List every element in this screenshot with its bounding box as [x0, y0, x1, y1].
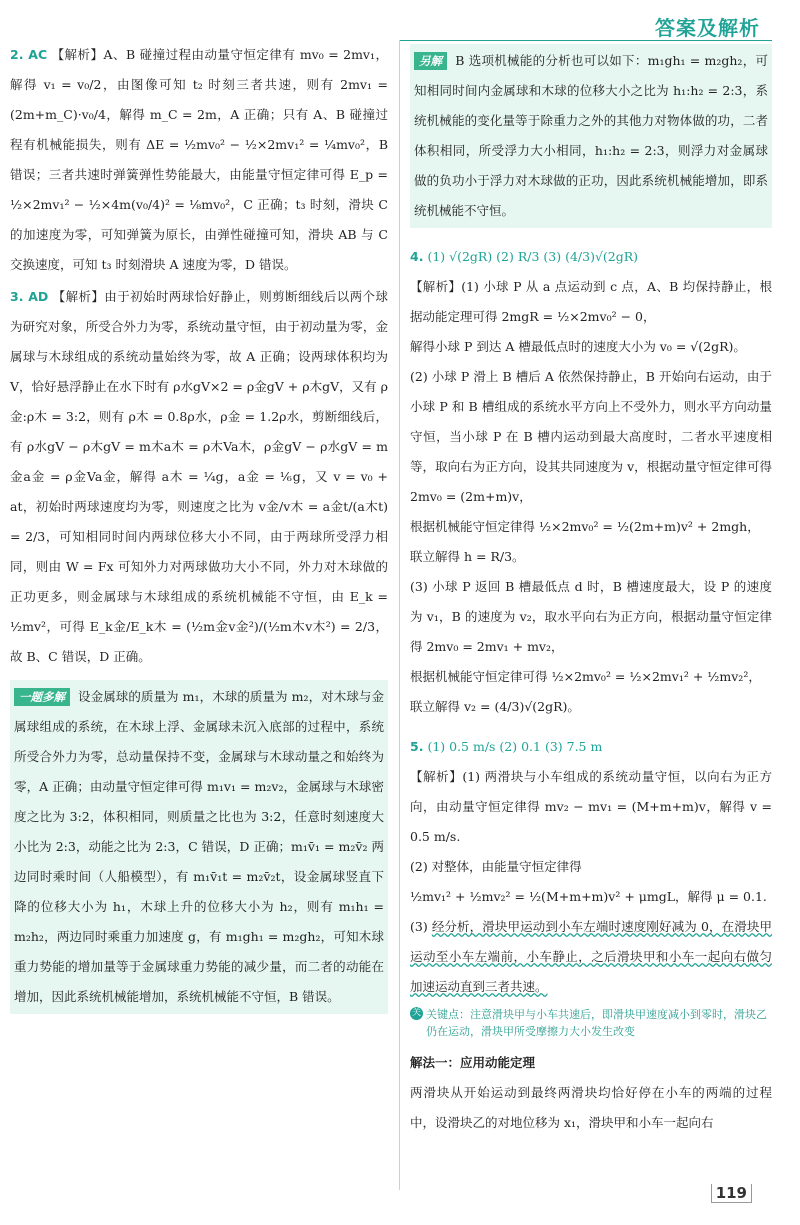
- multi-solution-badge: 一题多解: [14, 688, 70, 706]
- q4-para-3: (2) 小球 P 滑上 B 槽后 A 依然保持静止，B 开始向右运动，由于小球 P 和 B 槽组成的系统水平方向上不受外力，则水平方向动量守恒，当小球 P 在 B 槽内运动到最大高度时，二者水平速度相等，取向右为正方向，设其共同速度为 v，根据动量守恒定律可得 2mv₀ = (2m+m)v，: [410, 369, 772, 504]
- question-5: [410, 732, 772, 1138]
- alt-solution-box: [410, 44, 772, 228]
- q4-para-5: 联立解得 h = R/3。: [410, 549, 525, 564]
- q4-para-6: (3) 小球 P 返回 B 槽最低点 d 时，B 槽速度最大，设 P 的速度为 v₁，B 的速度为 v₂，取水平向右为正方向，根据动量守恒定律得 2mv₀ = 2mv₁ + mv₂，: [410, 579, 772, 654]
- key-point-icon: 关: [411, 1008, 421, 1018]
- q4-para-8: 联立解得 v₂ = (4/3)√(2gR)。: [410, 699, 580, 714]
- q3-number: 3. AD: [10, 289, 49, 304]
- q3-text: 【解析】由于初始时两球恰好静止，则剪断细线后以两个球为研究对象，所受合外力为零，系统动量守恒，由于初动量为零，金属球与木球组成的系统动量始终为零，故 A 正确；设两球体积均为 V，恰好悬浮静止在水下时有 ρ水gV×2 = ρ金gV + ρ木gV，又有 ρ金:ρ木 = 3:2，则有 ρ木 = 0.8ρ水，ρ金 = 1.2ρ水，剪断细线后，有 ρ水gV − ρ木gV = m木a木 = ρ木Va木，ρ金gV − ρ水gV = m金a金 = ρ金Va金，解得 a木 = ¼g，a金 = ⅙g，又 v = v₀ + at，初始时两球速度均为零，则速度之比为 v金/v木 = a金t/(a木t) = 2/3，可知相同时间内两球位移大小不同，由于两球所受浮力相同，则由 W = Fx 可知外力对两球做功大小不同，外力对木球做的正功更多，则金属球与木球组成的系统机械能不守恒，由 E_k = ½mv²，可得 E_k金/E_k木 = (½m金v金²)/(½m木v木²) = 2/3，故 B、C 错误，D 正确。: [10, 289, 388, 664]
- q5-para-2: (2) 对整体，由能量守恒定律得: [410, 859, 582, 874]
- key-point-note: [410, 1006, 772, 1040]
- q2-text: 【解析】A、B 碰撞过程由动量守恒定律有 mv₀ = 2mv₁，解得 v₁ = v₀/2，由图像可知 t₂ 时刻三者共速，则有 2mv₁ = (2m+m_C)·v₀/4，解得 m_C = 2m，A 正确；只有 A、B 碰撞过程有机械能损失，则有 ΔE = ½mv₀² − ½×2mv₁² = ¼mv₀²，B 错误；三者共速时弹簧弹性势能最大，由能量守恒定律可得 E_p = ½×2mv₁² − ½×4m(v₀/4)² = ⅛mv₀²，C 正确；t₃ 时刻，滑块 C 的加速度为零，可知弹簧为原长，由弹性碰撞可知，滑块 AB 与 C 交换速度，可知 t₃ 时刻滑块 A 速度为零，D 错误。: [10, 47, 388, 272]
- q4-answers: (1) √(2gR) (2) R/3 (3) (4/3)√(2gR): [427, 249, 639, 264]
- q5-para-4-underlined: 经分析，滑块甲运动到小车左端时速度刚好减为 0，在滑块甲运动至小车左端前，小车静止，之后滑块甲和小车一起向右做匀加速运动直到三者共速。: [410, 919, 772, 994]
- q4-number: 4.: [410, 249, 424, 264]
- q2-number: 2. AC: [10, 47, 48, 62]
- alt-solution-text: B 选项机械能的分析也可以如下：m₁gh₁ = m₂gh₂，可知相同时间内金属球和木球的位移大小之比为 h₁:h₂ = 2:3，系统机械能的变化量等于除重力之外的其他力对物体做的功，二者体积相同，所受浮力大小相同，h₁:h₂ = 2:3，则浮力对金属球做的负功小于浮力对木球做的正功，因此系统机械能增加，即系统机械能不守恒。: [414, 53, 768, 218]
- column-divider: [399, 40, 400, 1190]
- question-3: [10, 282, 388, 672]
- multi-solution-text: 设金属球的质量为 m₁，木球的质量为 m₂，对木球与金属球组成的系统，在木球上浮、金属球未沉入底部的过程中，系统所受合外力为零，总动量保持不变，金属球与木球动量之和始终为零，A 正确；由动量守恒定律可得 m₁v₁ = m₂v₂，金属球与木球密度之比为 3:2，体积相同，则质量之比也为 3:2，任意时刻速度大小比为 2:3，动能之比为 2:3，C 错误，D 正确；m₁v̄₁ = m₂v̄₂ 两边同时乘时间（人船模型），有 m₁v̄₁t = m₂v̄₂t，设金属球竖直下降的位移大小为 h₁，木球上升的位移大小为 h₂，则有 m₁h₁ = m₂h₂，两边同时乘重力加速度 g，有 m₁gh₁ = m₂gh₂，可知木球重力势能的增加量等于金属球重力势能的减少量，而二者的动能在增加，因此系统机械能增加，系统机械能不守恒，B 错误。: [14, 689, 384, 1004]
- q5-para-4-lead: (3): [410, 919, 432, 934]
- q5-para-3: ½mv₁² + ½mv₂² = ½(M+m+m)v² + μmgL，解得 μ = 0.1.: [410, 889, 767, 904]
- q4-para-2: 解得小球 P 到达 A 槽最低点时的速度大小为 v₀ = √(2gR)。: [410, 339, 746, 354]
- question-4: [410, 242, 772, 722]
- solution-method-title: 解法一：应用动能定理: [410, 1055, 536, 1070]
- multi-solution-box: [10, 680, 388, 1014]
- q5-answers: (1) 0.5 m/s (2) 0.1 (3) 7.5 m: [427, 739, 603, 754]
- q5-para-5: 两滑块从开始运动到最终两滑块均恰好停在小车的两端的过程中，设滑块乙的对地位移为 x₁，滑块甲和小车一起向右: [410, 1085, 772, 1130]
- q4-para-7: 根据机械能守恒定律可得 ½×2mv₀² = ½×2mv₁² + ½mv₂²，: [410, 669, 761, 684]
- question-2: [10, 40, 388, 280]
- q4-para-4: 根据机械能守恒定律得 ½×2mv₀² = ½(2m+m)v² + 2mgh，: [410, 519, 760, 534]
- q4-para-1: 【解析】(1) 小球 P 从 a 点运动到 c 点，A、B 均保持静止，根据动能定理可得 2mgR = ½×2mv₀² − 0，: [410, 279, 772, 324]
- q5-number: 5.: [410, 739, 424, 754]
- key-point-text: 关键点：注意滑块甲与小车共速后，即滑块甲速度减小到零时，滑块乙仍在运动，滑块甲所受摩擦力大小发生改变: [426, 1008, 767, 1038]
- alt-solution-badge: 另解: [414, 52, 447, 70]
- left-column: [10, 40, 388, 1014]
- page-number: 119: [711, 1184, 752, 1203]
- q5-para-1: 【解析】(1) 两滑块与小车组成的系统动量守恒，以向右为正方向，由动量守恒定律得 mv₂ − mv₁ = (M+m+m)v，解得 v = 0.5 m/s.: [410, 769, 772, 844]
- right-column: [410, 40, 772, 1138]
- q5-para-4: [410, 912, 772, 1002]
- page-header-title: 答案及解析: [655, 16, 760, 40]
